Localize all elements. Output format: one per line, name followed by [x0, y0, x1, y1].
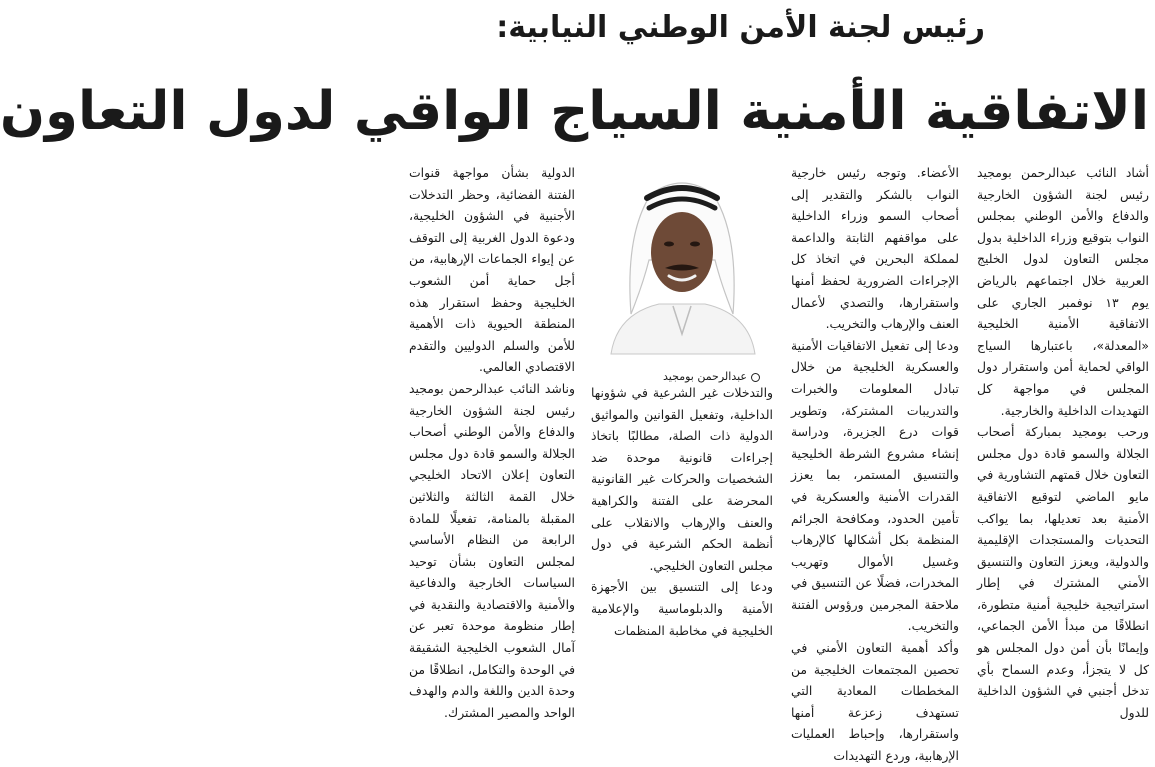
photo-caption-text: عبدالرحمن بومجيد	[663, 370, 747, 383]
column-2-paragraph: الأعضاء. وتوجه رئيس خارجية النواب بالشكر والتقدير إلى أصحاب السمو وزراء الداخلية على مواقفهم الثابتة والداعمة لمملكة البحرين في اتخاذ كل الإجراءات الضرورية لحفظ أمنها واستقرارها، والتصدي لأعمال العنف والإرهاب والتخريب.	[791, 165, 959, 332]
author-photo	[603, 164, 761, 354]
article-headline: الاتفاقية الأمنية السياج الواقي لدول التعاون	[0, 81, 1149, 142]
caption-bullet-icon	[751, 373, 760, 382]
column-2-paragraph: ودعا إلى تفعيل الاتفاقيات الأمنية والعسكرية الخليجية من خلال تبادل المعلومات والخبرات والتدريبات المشتركة، وتطوير قوات درع الجزيرة، ودراسة إنشاء مشروع الشرطة الخليجية والتنسيق المستمر، بما يعزز القدرات الأمنية والعسكرية في تأمين الحدود، ومكافحة الجرائم المنظمة بكل أشكالها كالإرهاب وغسيل الأموال وتهريب المخدرات، فضلًا عن التنسيق في ملاحقة المجرمين ورؤوس الفتنة والتخريب.	[791, 337, 959, 634]
column-4-paragraph: الدولية بشأن مواجهة قنوات الفتنة الفضائية، وحظر التدخلات الأجنبية في الشؤون الخليجية، ودعوة الدول الغربية إلى التوقف عن إيواء الجماعات الإرهابية، من أجل حماية أمن الشعوب الخليجية وحفظ استقرار هذه المنطقة الحيوية ذات الأهمية للأمن والسلم الدوليين والتقدم الاقتصادي العالمي.	[409, 165, 575, 375]
article-column-2	[791, 162, 959, 764]
article-column-4	[409, 162, 575, 720]
article-column-1	[977, 162, 1149, 720]
portrait-image	[603, 164, 761, 354]
column-4-paragraph: وناشد النائب عبدالرحمن بومجيد رئيس لجنة الشؤون الخارجية والدفاع والأمن الوطني أصحاب الجلالة والسمو قادة دول مجلس التعاون إعلان الاتحاد الخليجي خلال القمة الثالثة والثلاثين المقبلة بالمنامة، تفعيلًا للمادة الرابعة من النظام الأساسي لمجلس التعاون بشأن توحيد السياسات الخارجية والدفاعية والأمنية والاقتصادية والنقدية في إطار منظومة موحدة تعبر عن آمال الشعوب الخليجية الشقيقة في الوحدة والتكامل، انطلاقًا من وحدة الدين واللغة والدم والهدف الواحد والمصير المشترك.	[409, 380, 575, 720]
column-2-paragraph: وأكد أهمية التعاون الأمني في تحصين المجتمعات الخليجية من المخططات المعادية التي تستهدف زعزعة أمنها واستقرارها، وإحباط العمليات الإرهابية، وردع التهديدات	[791, 640, 959, 764]
column-3-paragraph: ودعا إلى التنسيق بين الأجهزة الأمنية والدبلوماسية والإعلامية الخليجية في مخاطبة المنظمات	[591, 579, 773, 638]
article-kicker: رئيس لجنة الأمن الوطني النيابية:	[496, 10, 985, 45]
column-1-paragraph: أشاد النائب عبدالرحمن بومجيد رئيس لجنة الشؤون الخارجية والدفاع والأمن الوطني بمجلس النواب بتوقيع وزراء الداخلية بدول مجلس التعاون لدول الخليج العربية خلال اجتماعهم بالرياض يوم ١٣ نوفمبر الجاري على الاتفاقية الأمنية الخليجية «المعدلة»، باعتبارها السياج الواقي لحماية أمن واستقرار دول المجلس في مواجهة كل التهديدات الداخلية والخارجية.	[977, 165, 1149, 418]
column-1-paragraph: ورحب بومجيد بمباركة أصحاب الجلالة والسمو قادة دول مجلس التعاون خلال قمتهم التشاورية في مايو الماضي لتوقيع الاتفاقية الأمنية بعد تعديلها، بما يواكب التحديات والمستجدات الإقليمية والدولية، ويعزز التعاون والتنسيق الأمني المشترك في إطار استراتيجية خليجية أمنية متطورة، انطلاقًا من مبدأ الأمن الجماعي، وإيمانًا بأن أمن دول المجلس هو كل لا يتجزأ، وعدم السماح بأي تدخل أجنبي في الشؤون الداخلية للدول	[977, 424, 1149, 720]
article-column-3	[591, 382, 773, 674]
column-3-paragraph: والتدخلات غير الشرعية في شؤونها الداخلية، وتفعيل القوانين والمواثيق الدولية ذات الصلة، مطالبًا باتخاذ إجراءات قانونية موحدة ضد الشخصيات والحركات غير القانونية المحرضة على الفتنة والكراهية والعنف والإرهاب والانقلاب على أنظمة الحكم الشرعية في دول مجلس التعاون الخليجي.	[591, 385, 773, 573]
